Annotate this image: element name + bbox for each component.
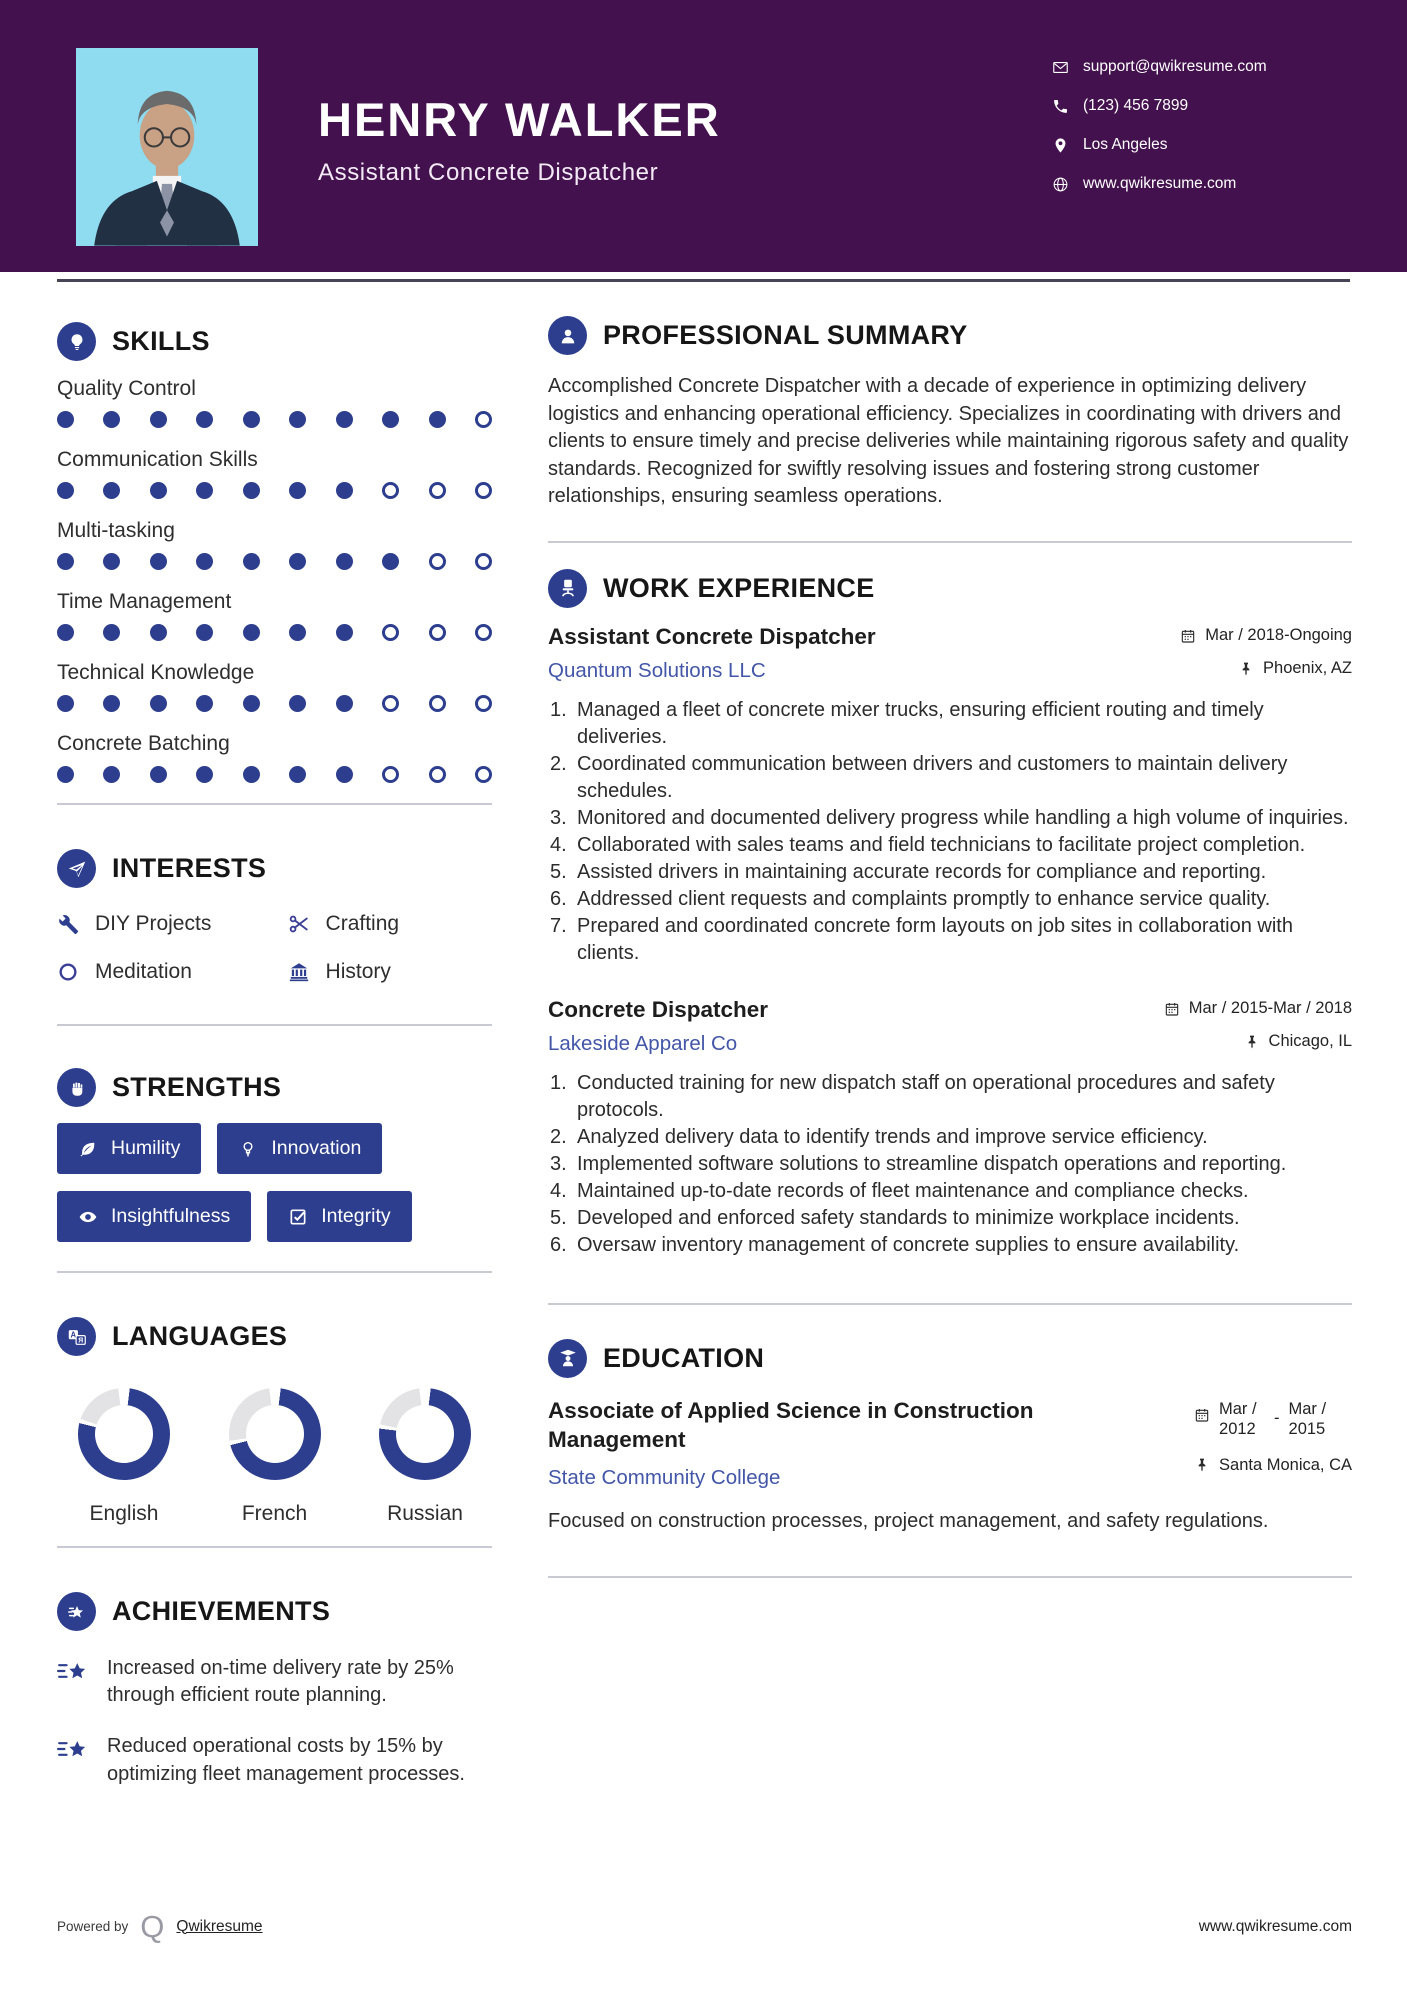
job-bullet: Analyzed delivery data to identify trends and improve service efficiency. [577,1125,1208,1148]
education-heading: EDUCATION [603,1342,765,1373]
dot-filled [150,766,167,783]
education-section [548,1339,1352,1578]
job-bullet: Addressed client requests and complaints promptly to enhance service quality. [577,887,1271,910]
skills-bulb-icon [57,322,96,361]
strength-pill: Humility [57,1123,201,1174]
qwikresume-link[interactable]: Qwikresume [176,1917,263,1935]
contact-email[interactable]: support@qwikresume.com [1052,58,1267,76]
language-donut-chart [379,1388,471,1480]
language-item: French [214,1388,336,1526]
dot-filled [243,695,260,712]
email-icon [1052,59,1069,76]
skills-heading: SKILLS [112,326,210,356]
language-donut-chart [229,1388,321,1480]
section-divider [548,1303,1352,1305]
job-bullet: Oversaw inventory management of concrete supplies to ensure availability. [577,1233,1240,1256]
language-item: English [63,1388,185,1526]
job-entry [548,997,1352,1259]
dot-filled [336,766,353,783]
skills-section [57,322,492,805]
dot-filled [57,766,74,783]
dot-filled [289,553,306,570]
section-divider [548,1576,1352,1578]
achievements-heading: ACHIEVEMENTS [112,1596,331,1626]
interest-item: DIY Projects [57,912,288,936]
pushpin-icon [1194,1457,1210,1473]
pushpin-icon [1238,661,1254,677]
section-divider [57,1024,492,1026]
office-chair-icon [548,569,587,608]
interest-item: Crafting [288,912,492,936]
dot-empty [475,553,492,570]
dot-filled [196,553,213,570]
wrench-icon [57,913,79,935]
education-degree: Associate of Applied Science in Construction Management [548,1397,1034,1453]
job-bullet: Monitored and documented delivery progress while handling a high volume of inquiries. [577,806,1349,829]
fist-icon [57,1068,96,1107]
dot-filled [289,766,306,783]
strength-pill: Insightfulness [57,1191,251,1242]
pushpin-icon [1244,1034,1260,1050]
dot-empty [429,624,446,641]
calendar-icon [1194,1407,1210,1423]
dot-filled [243,482,260,499]
dot-empty [382,482,399,499]
dot-filled [336,695,353,712]
interests-heading: INTERESTS [112,853,267,883]
dot-filled [103,482,120,499]
profile-photo [76,48,258,246]
strength-pill: Integrity [267,1191,411,1242]
dot-filled [196,482,213,499]
section-divider [57,803,492,805]
dot-filled [57,624,74,641]
dot-filled [103,624,120,641]
calendar-icon [1180,628,1196,644]
achievement-item: Increased on-time delivery rate by 25% through efficient route planning. [57,1655,492,1709]
dot-empty [382,624,399,641]
dot-empty [429,553,446,570]
dot-empty [429,766,446,783]
job-bullet: Implemented software solutions to streamline dispatch operations and reporting. [577,1152,1287,1175]
contact-phone[interactable]: (123) 456 7899 [1052,97,1267,115]
summary-text: Accomplished Concrete Dispatcher with a decade of experience in optimizing delivery logistics and enhancing operational efficiency. Specializes in coordinating with drivers and clients to ensure timely and precise deliveries while maintaining rigorous safety and quality standards. Recognized for swiftly resolving issues and fostering strong customer relationships, ensuring seamless operations. [548,375,1349,508]
dot-filled [57,411,74,428]
dot-filled [382,553,399,570]
dot-filled [336,553,353,570]
person-name: HENRY WALKER [318,93,721,146]
summary-section [548,316,1352,543]
dot-filled [289,695,306,712]
powered-by-label: Powered by [57,1919,129,1934]
strength-pill: Innovation [217,1123,382,1174]
dot-empty [475,411,492,428]
job-title: Assistant Concrete Dispatcher [548,623,876,649]
dot-filled [103,553,120,570]
section-divider [548,541,1352,543]
dot-filled [57,553,74,570]
skill-item: Multi-tasking [57,519,492,570]
phone-icon [1052,98,1069,115]
dot-empty [475,482,492,499]
education-location: Santa Monica, CA [1194,1456,1352,1475]
job-bullet: Developed and enforced safety standards to minimize workplace incidents. [577,1206,1240,1229]
dot-empty [475,695,492,712]
header [0,0,1407,272]
dot-filled [57,695,74,712]
job-bullet-list [548,1070,1352,1259]
dot-filled [196,766,213,783]
translate-icon [57,1317,96,1356]
dot-filled [196,695,213,712]
languages-heading: LANGUAGES [112,1321,288,1351]
interest-item: Meditation [57,960,288,984]
education-description: Focused on construction processes, project management, and safety regulations. [548,1510,1269,1533]
dot-filled [243,411,260,428]
dot-filled [289,411,306,428]
skill-item: Technical Knowledge [57,661,492,712]
dot-filled [196,624,213,641]
dot-filled [243,766,260,783]
dot-filled [336,411,353,428]
contact-website[interactable]: www.qwikresume.com [1052,175,1267,193]
main-column [548,316,1352,1812]
contact-list [1052,58,1267,214]
skill-level-dots [57,624,492,641]
footer-website[interactable]: www.qwikresume.com [1198,1917,1352,1935]
qwikresume-logo: Q [140,1909,165,1944]
job-entry [548,624,1352,967]
headshot-illustration [76,48,258,246]
summary-heading: PROFESSIONAL SUMMARY [603,320,968,350]
location-icon [1052,137,1069,154]
skill-level-dots [57,695,492,712]
dot-filled [289,624,306,641]
section-divider [57,1546,492,1548]
job-location: Phoenix, AZ [1238,659,1352,678]
job-location: Chicago, IL [1244,1032,1352,1051]
paper-plane-icon [57,849,96,888]
scissors-icon [288,913,310,935]
sidebar [57,316,492,1812]
job-date: Mar / 2018-Ongoing [1180,626,1352,645]
education-school-link[interactable]: State Community College [548,1466,781,1490]
dot-empty [382,695,399,712]
language-donut-chart [78,1388,170,1480]
dot-filled [336,624,353,641]
skill-item: Time Management [57,590,492,641]
dot-filled [243,553,260,570]
dot-filled [103,411,120,428]
job-bullet: Collaborated with sales teams and field technicians to facilitate project completion. [577,833,1306,856]
skill-item: Concrete Batching [57,732,492,783]
circle-icon [57,961,79,983]
job-bullet: Conducted training for new dispatch staff on operational procedures and safety protocols. [577,1071,1275,1121]
dot-filled [150,482,167,499]
person-icon [548,316,587,355]
shooting-star-icon [57,1657,89,1685]
language-item: Russian [364,1388,486,1526]
job-bullet: Maintained up-to-date records of fleet maintenance and compliance checks. [577,1179,1249,1202]
dot-empty [475,766,492,783]
skill-level-dots [57,411,492,428]
job-company-link[interactable]: Quantum Solutions LLC [548,658,766,682]
dot-empty [429,482,446,499]
skill-item: Communication Skills [57,448,492,499]
globe-icon [1052,176,1069,193]
dot-filled [103,766,120,783]
dot-filled [382,411,399,428]
dot-empty [429,695,446,712]
job-bullet: Managed a fleet of concrete mixer trucks, ensuring efficient routing and timely deliveries. [577,698,1264,748]
check-square-icon [288,1207,308,1227]
section-divider [57,1271,492,1273]
dot-empty [475,624,492,641]
job-title: Concrete Dispatcher [548,996,769,1022]
achievements-section [57,1592,492,1788]
skill-level-dots [57,482,492,499]
dot-filled [150,624,167,641]
dot-filled [103,695,120,712]
header-underline [57,279,1350,282]
dot-filled [336,482,353,499]
graduate-icon [548,1339,587,1378]
footer [57,1911,1352,1942]
interest-item: History [288,960,492,984]
dot-filled [196,411,213,428]
dot-filled [57,482,74,499]
dot-empty [382,766,399,783]
strengths-section [57,1068,492,1273]
strengths-heading: STRENGTHS [112,1072,282,1102]
bulb-icon [238,1139,258,1159]
dot-filled [289,482,306,499]
dot-filled [150,553,167,570]
leaf-icon [78,1139,98,1159]
person-title: Assistant Concrete Dispatcher [318,159,659,186]
contact-location: Los Angeles [1052,136,1267,154]
dot-filled [150,695,167,712]
shooting-star-icon [57,1735,89,1763]
job-date: Mar / 2015-Mar / 2018 [1164,999,1352,1018]
job-bullet-list [548,697,1352,967]
achievement-item: Reduced operational costs by 15% by optimizing fleet management processes. [57,1733,492,1787]
svg-text:A: A [70,1330,76,1340]
dot-filled [429,411,446,428]
education-date: Mar / 2012 - Mar / 2015 [1194,1400,1352,1440]
star-badge-icon [57,1592,96,1631]
svg-text:Я: Я [77,1337,83,1344]
job-bullet: Coordinated communication between drivers and customers to maintain delivery schedules. [577,752,1288,802]
skill-item: Quality Control [57,377,492,428]
job-bullet: Assisted drivers in maintaining accurate records for compliance and reporting. [577,860,1267,883]
experience-heading: WORK EXPERIENCE [603,572,875,603]
job-bullet: Prepared and coordinated concrete form layouts on job sites in collaboration with clients. [577,914,1293,964]
calendar-icon [1164,1001,1180,1017]
dot-filled [243,624,260,641]
eye-icon [78,1207,98,1227]
dot-filled [150,411,167,428]
languages-section [57,1317,492,1548]
skill-level-dots [57,766,492,783]
skill-level-dots [57,553,492,570]
museum-icon [288,961,310,983]
experience-section [548,569,1352,1305]
job-company-link[interactable]: Lakeside Apparel Co [548,1031,738,1055]
interests-section [57,849,492,1026]
